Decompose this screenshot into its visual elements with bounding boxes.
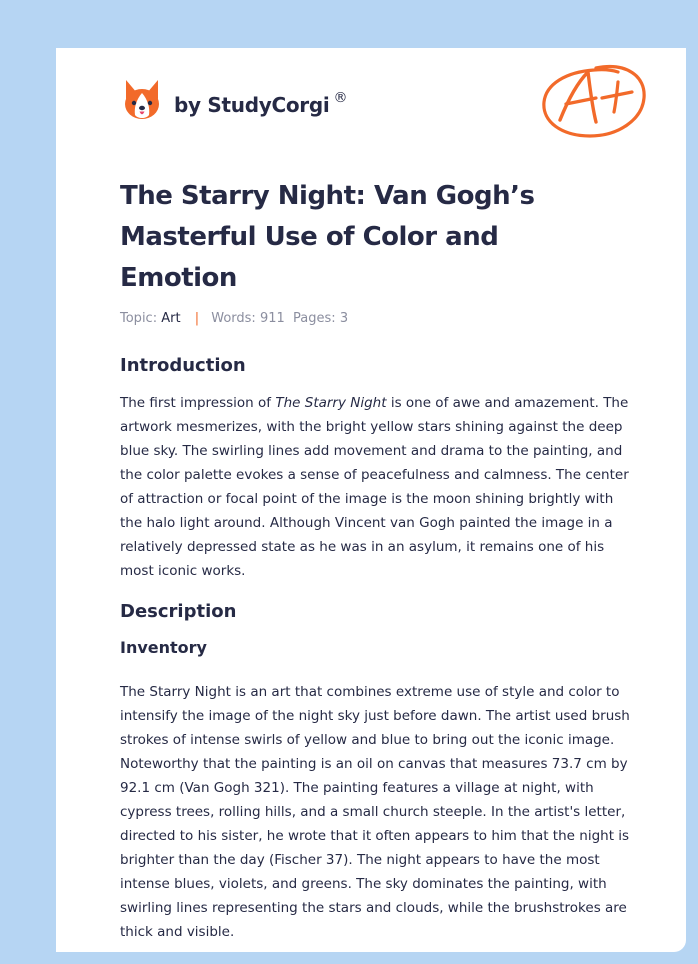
article-title: The Starry Night: Van Gogh’s Masterful Use of Color and Emotion <box>120 181 535 293</box>
description-heading: Description <box>120 601 237 622</box>
topic-label: Topic: <box>120 311 158 326</box>
studycorgi-logo[interactable] <box>122 76 347 124</box>
registered-mark: ® <box>333 90 348 106</box>
corgi-logo-icon <box>122 78 162 122</box>
pages-count: 3 <box>339 311 349 326</box>
inventory-paragraph: The Starry Night is an art that combines extreme use of style and color to intensify the image of the night sky just before dawn. The artist used brush strokes of intense swirls of yellow and blue to bring out the iconic image. Noteworthy that the painting is an oil on canvas that measures 73.7 cm by 92.1 cm (Van Gogh 321). The painting features a village at night, with cypress trees, rolling hills, and a small church steeple. In the artist's letter, directed to his sister, he wrote that it often appears to him that the night is brighter than the day (Fischer 37). The night appears to have the most intense blues, violets, and greens. The sky dominates the painting, with swirling lines representing the stars and clouds, while the brushstrokes are thick and visible. <box>120 684 630 940</box>
article-meta <box>120 311 348 326</box>
intro-heading: Introduction <box>120 355 246 376</box>
a-plus-grade-icon <box>538 58 650 142</box>
brand-name: by StudyCorgi ® <box>174 90 348 117</box>
topic-link[interactable]: Art <box>161 311 181 326</box>
document-page <box>56 48 686 952</box>
words-label: Words: <box>211 311 256 326</box>
pages-label: Pages: <box>293 311 336 326</box>
words-count: 911 <box>259 311 285 326</box>
artwork-title: The Starry Night <box>275 395 387 411</box>
meta-separator: | <box>194 311 200 326</box>
inventory-heading: Inventory <box>120 638 207 657</box>
intro-paragraph: The first impression of The Starry Night is one of awe and amazement. The artwork mesmerizes, with the bright yellow stars shining against the deep blue sky. The swirling lines add movement and drama to the painting, and the color palette evokes a sense of peacefulness and calmness. The center of attraction or focal point of the image is the moon shining brightly with the halo light around. Although Vincent van Gogh painted the image in a relatively depressed state as he was in an asylum, it remains one of his most iconic works. <box>120 395 629 579</box>
article-body <box>120 354 634 944</box>
